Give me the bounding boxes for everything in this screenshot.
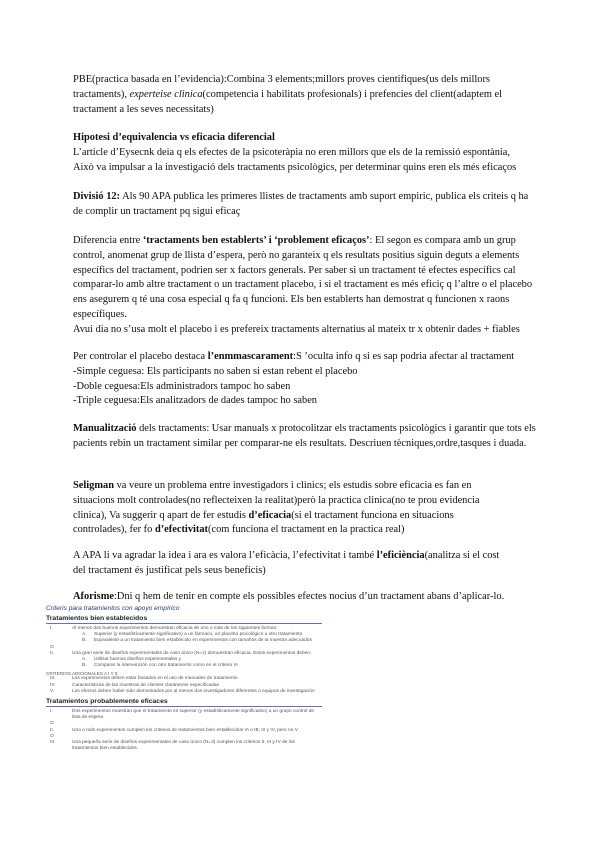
criteria-item-number: B. [82, 638, 87, 644]
paragraph-placebo [73, 350, 543, 409]
criteria-item-number: IV. [50, 682, 56, 688]
hipotesi-heading: Hipotesi d’equivalencia vs eficacia diferencial [73, 132, 275, 143]
paragraph-manual [73, 422, 543, 452]
criteria-item-text: Superior (y estadísticamente significativo) a un fármaco, un placebo psicológico u otro tratamiento [94, 632, 303, 638]
apa-line-1a: A APA li va agradar la idea i ara es valora l’eficàcia, l’efectivitat i també [73, 550, 377, 561]
pbe-expertise-italic: experteise clinica [129, 88, 203, 100]
criteria-item-number: I. [50, 709, 53, 715]
diferencia-line-7: Avui dia no s’usa molt el placebo i es prefereix tractaments alternatius al mateix tr x obtenir dades + fiables [73, 323, 520, 335]
criteria-item [46, 740, 322, 752]
diferencia-line-1: : El segon es compara amb un grup [369, 235, 516, 246]
criteria-section-2-items [46, 709, 322, 752]
criteria-item-number: A. [82, 632, 87, 638]
criteria-item [46, 709, 322, 721]
criteria-section-1: Tratamientos bien establecidos [46, 615, 148, 622]
diferencia-line-5: ens asegurem q té una cosa especial q fa q funcioni. Els ben establerts han demostrat q funcionen x raons [73, 294, 510, 306]
pbe-line-1: PBE(practica basada en l’evidencia):Combina 3 elements;millors proves cientifiques(us dels millors [73, 74, 490, 85]
criteria-item-text: Utilizar buenos diseños experimentales y [94, 657, 182, 663]
criteria-section-1-items [46, 626, 322, 669]
manual-line-2: pacients rebin un tractament similar per comparar-ne els resultats. Descriuen tècniques,ordre,tasques i duada. [73, 437, 527, 449]
criteria-item-number: III. [50, 676, 56, 682]
criteria-item-text: Una gran serie de diseños experimentales de caso único (N=1) demuestran eficacia. Estos experimentos deben: [72, 650, 312, 656]
divisio-bold: Divisió 12: [73, 191, 121, 202]
paragraph-pbe [73, 73, 543, 117]
criteria-additional-items [46, 676, 322, 695]
criteria-item-number: O [50, 721, 54, 727]
criteria-item [46, 728, 322, 734]
criteria-item-number: A. [82, 657, 87, 663]
criteria-item-text: Comparar la intervención con otro tratamiento como en el criterio IA [94, 663, 238, 669]
diferencia-line-3: específics del tractament, podrien ser x factors generals. Per saber si un tractament té efectes específics cal [73, 264, 516, 276]
criteria-item-text: Uno o más experimentos cumplen los criterios de tratamientos bien establecidos IA o IB, III y IV, pero no V [72, 727, 298, 733]
placebo-line-3: -Doble ceguesa:Els administradors tampoc ho saben [73, 380, 291, 392]
seligman-eficacia-bold: d’eficacia [248, 509, 292, 521]
paragraph-seligman [73, 479, 543, 538]
seligman-line-3a: clinica), Va suggerir q apart de fer estudis [73, 509, 249, 521]
pbe-line-2c: (competencia i habilitats profesionals) i prefencies del client(adaptem el [202, 88, 503, 100]
criteria-item-number: V. [50, 688, 55, 694]
criteria-item-number: III. [50, 740, 56, 746]
apa-eficiencia-bold: l’eficiència [376, 550, 425, 561]
criteria-rule-1 [46, 623, 322, 624]
apa-line-2: del tractament és justificat pels seus beneficis) [73, 564, 266, 576]
criteria-additional-heading: CRITERIOS ADICIONALES A I Y II: [46, 671, 119, 677]
paragraph-aforisme [73, 590, 543, 605]
diferencia-line-4: comparar-lo amb altre tractament o un tractament placebo, i si el tractament es més eficiç q l’altre o el placebo [73, 279, 533, 291]
placebo-line-2: -Simple ceguesa: Els participants no saben si estan rebent el placebo [73, 365, 358, 377]
diferencia-pre: Diferencia entre [73, 235, 143, 246]
aforisme-bold: Aforisme [73, 591, 114, 602]
criteria-item-text: Al menos dos buenos experimentos demuestran eficacia de uno o más de los siguientes formas: [72, 626, 278, 631]
apa-line-1c: (analitza si el cost [424, 550, 500, 561]
manual-bold: Manualització [73, 423, 137, 434]
paragraph-apa [73, 549, 543, 579]
criteria-item-number: II. [50, 727, 54, 733]
criteria-item-number: II. [50, 650, 54, 656]
criteria-item-text: Los efectos deben haber sido demostrados por al menos dos investigadores diferentes o equipos de investigación [72, 688, 315, 694]
criteria-item [46, 663, 322, 669]
diferencia-line-2: control, anomenat grup de llista d’espera, però no garanteix q els resultats positius siguin deguts a elements [73, 249, 520, 261]
pbe-line-3: tractament a les seves necessitats) [73, 103, 214, 115]
seligman-line-4a: controlades), fer fo [73, 524, 155, 536]
seligman-efectivitat-bold: d’efectivitat [154, 524, 209, 536]
diferencia-line-6: específiques. [73, 308, 127, 320]
manual-line-1: dels tractaments: Usar manuals x protocolitzar els tractaments psicològics i garantir que tots els [136, 423, 536, 434]
placebo-bold: l’enmmascarament [207, 351, 294, 362]
criteria-item-number: O [50, 733, 54, 739]
seligman-bold: Seligman [73, 480, 114, 491]
seligman-line-1: va veure un problema entre investigadors i clinics; els estudis sobre eficacia es fan en [114, 480, 472, 491]
criteria-item [46, 689, 322, 695]
criteria-item-text: Una pequeña serie de diseños experimentales de caso único (N=3) cumplen los criterios II, III y IV de los tratamientos bien establecidos. [72, 740, 295, 752]
criteria-table-image [46, 605, 322, 841]
hipotesi-line-2: Això va impulsar a la investigació dels tractaments psicològics, per determinar quins eren els més eficaços [73, 161, 517, 173]
criteria-section-2: Tratamientos probablemente eficaces [46, 698, 168, 706]
criteria-rule-2 [46, 706, 322, 707]
paragraph-diferencia [73, 234, 543, 338]
seligman-line-2: situacions molt controlades(no reflecteixen la realitat)però la practica clinica(no te prou evidencia [73, 494, 480, 506]
paragraph-divisio [73, 190, 543, 220]
criteria-title: Criteris para tratamientos con apoyo empírico [46, 605, 180, 612]
placebo-line-4: -Triple ceguesa:Els analitzadors de dades tampoc ho saben [73, 395, 318, 407]
criteria-item-number: O [50, 644, 54, 650]
placebo-line-1: :S ’oculta info q si es sap podria afectar al tractament [293, 351, 515, 362]
placebo-pre: Per controlar el placebo destaca [73, 351, 208, 362]
criteria-item [46, 638, 322, 644]
pbe-line-2a: tractaments), [73, 88, 130, 100]
criteria-item-number: B. [82, 663, 87, 669]
paragraph-hipotesi [73, 131, 543, 175]
seligman-line-4c: (com funciona el tractament en la practica real) [208, 524, 405, 536]
diferencia-bold: ‘tractaments ben establerts’ i ‘problement eficaços’ [142, 235, 370, 246]
divisio-line-2: de complir un tractament pq sigui eficaç [73, 205, 241, 217]
seligman-line-3c: (si el tractament funciona en situacions [291, 509, 454, 521]
criteria-item-text: Los experimentos deben estar basados en el uso de manuales de tratamiento [72, 676, 238, 682]
hipotesi-line-1: L’article d’Eysecnk deia q els efectes de la psicoteràpia no eren millors que els de la remissió espontània, [73, 146, 511, 158]
divisio-line-1: Als 90 APA publica les primeres llistes de tractaments amb suport empiric, publica els criteis q ha [120, 191, 529, 202]
criteria-item-text: Dos experimentos muestran que el tratamiento es superior (y estadísticamente significativo) a un grupo control de lista de espera [72, 709, 315, 721]
criteria-item-text: Características de las muestras de clientes claramente especificadas [72, 682, 219, 688]
criteria-item-text: Equivalente a un tratamiento bien establecido en experimentos con tamaños de la muestra adecuados [94, 638, 312, 644]
criteria-item-number: I. [50, 626, 53, 631]
aforisme-line-1: :Dni q hem de tenir en compte els possibles efectes nocius d’un tractament abans d’aplicar-lo. [113, 591, 505, 602]
